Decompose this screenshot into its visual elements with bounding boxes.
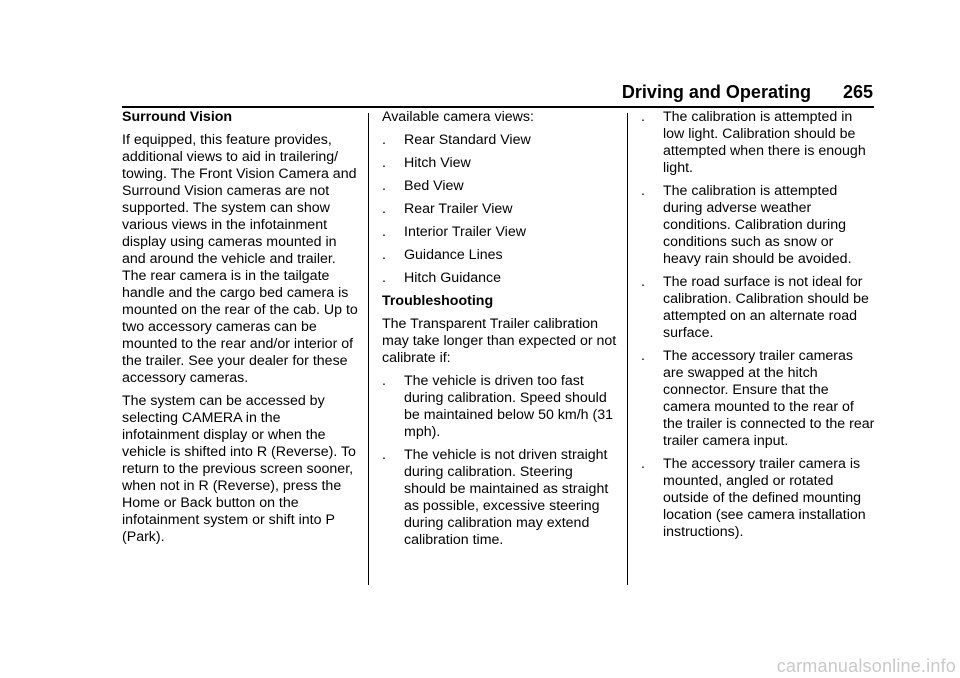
list-item: . The calibration is attempted during adverse weather conditions. Calibration during conditions such as snow or heavy rain should be avoided. bbox=[641, 183, 852, 267]
camera-views-list bbox=[382, 132, 617, 287]
bullet: . bbox=[641, 183, 645, 199]
troubleshooting-list bbox=[382, 373, 617, 549]
watermark: carmanualsonline.info bbox=[776, 656, 956, 676]
bullet: . bbox=[382, 201, 386, 217]
bullet: . bbox=[641, 348, 645, 364]
list-item: . The vehicle is not driven straight during calibration. Steering should be maintained as straight as possible, excessive steering during calibration may extend calibration time. bbox=[382, 447, 609, 548]
page-header bbox=[0, 82, 873, 104]
bullet: . bbox=[382, 132, 386, 148]
column-3 bbox=[641, 109, 875, 547]
column-2 bbox=[382, 109, 617, 555]
paragraph: The system can be accessed by selecting CAMERA in the infotainment display or when the vehicle is shifted into R (Reverse). To return to the previous screen sooner, when not in R (Reverse), press the Home or Back button on the infotainment system or shift into P (Park). bbox=[122, 393, 356, 545]
list-item: . The vehicle is driven too fast during calibration. Speed should be maintained below 50 km/h (31 mph). bbox=[382, 373, 613, 440]
bullet: . bbox=[382, 373, 386, 389]
list-item: . Bed View bbox=[382, 178, 464, 194]
bullet: . bbox=[382, 224, 386, 240]
list-item: . Rear Standard View bbox=[382, 132, 531, 148]
list-item: . The calibration is attempted in low light. Calibration should be attempted when there is enough light. bbox=[641, 109, 866, 176]
camera-views-intro: Available camera views: bbox=[382, 109, 534, 125]
column-divider-1 bbox=[368, 113, 369, 585]
bullet: . bbox=[641, 109, 645, 125]
list-item: . Hitch Guidance bbox=[382, 270, 501, 286]
list-item: . Rear Trailer View bbox=[382, 201, 513, 217]
section-title: Driving and Operating bbox=[621, 82, 811, 102]
page-number: 265 bbox=[842, 82, 873, 102]
bullet: . bbox=[382, 155, 386, 171]
list-item: . Interior Trailer View bbox=[382, 224, 526, 240]
header-rule bbox=[122, 106, 874, 108]
list-item: . Guidance Lines bbox=[382, 247, 503, 263]
list-item: . The road surface is not ideal for calibration. Calibration should be attempted on an alternate road surface. bbox=[641, 274, 869, 341]
bullet: . bbox=[641, 274, 645, 290]
list-item: . Hitch View bbox=[382, 155, 471, 171]
bullet: . bbox=[641, 456, 645, 472]
paragraph: If equipped, this feature provides, additional views to aid in trailering/ towing. The Front Vision Camera and Surround Vision cameras are not supported. The system can show various views in the infotainment display using cameras mounted in and around the vehicle and trailer. The rear camera is in the tailgate handle and the cargo bed camera is mounted on the rear of the cab. Up to two accessory cameras can be mounted to the rear and/or interior of the trailer. See your dealer for these accessory cameras. bbox=[122, 132, 358, 386]
paragraph: The Transparent Trailer calibration may take longer than expected or not calibrate if: bbox=[382, 316, 617, 366]
bullet: . bbox=[382, 447, 386, 463]
bullet: . bbox=[382, 247, 386, 263]
bullet: . bbox=[382, 270, 386, 286]
section-heading-troubleshooting: Troubleshooting bbox=[382, 293, 494, 309]
column-1 bbox=[122, 109, 360, 552]
section-heading-surround-vision: Surround Vision bbox=[122, 109, 233, 125]
list-item: . The accessory trailer camera is mounted, angled or rotated outside of the defined mounting location (see camera installation instructions). bbox=[641, 456, 866, 540]
bullet: . bbox=[382, 178, 386, 194]
column-divider-2 bbox=[627, 113, 628, 585]
troubleshooting-list-continued bbox=[641, 109, 875, 541]
list-item: . The accessory trailer cameras are swapped at the hitch connector. Ensure that the camera mounted to the rear of the trailer is connected to the rear trailer camera input. bbox=[641, 348, 875, 449]
